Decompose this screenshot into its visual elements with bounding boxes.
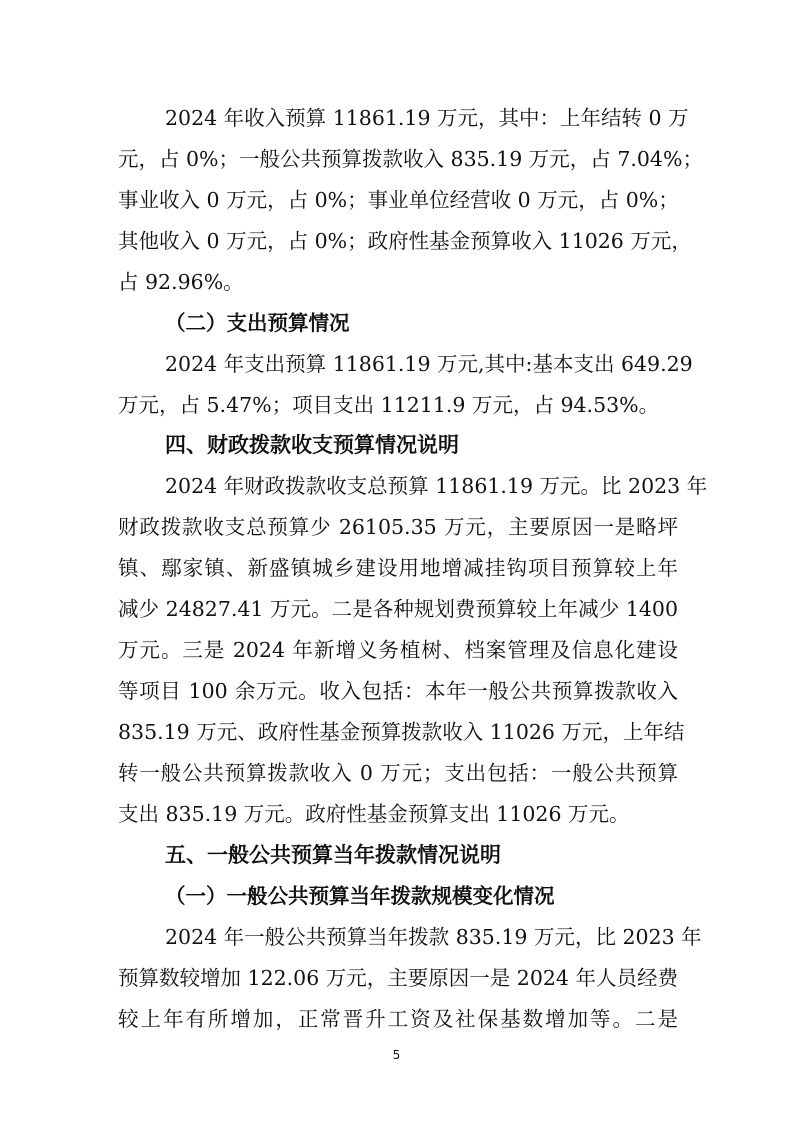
paragraph-line: 占 92.96%。 (118, 270, 244, 294)
paragraph-line: 万元。三是 2024 年新增义务植树、档案管理及信息化建设 (118, 638, 678, 662)
section-heading: 五、一般公共预算当年拨款情况说明 (165, 843, 501, 867)
paragraph-line: 减少 24827.41 万元。二是各种规划费预算较上年减少 1400 (118, 597, 678, 621)
paragraph-line: 其他收入 0 万元，占 0%；政府性基金预算收入 11026 万元， (118, 229, 692, 253)
section-subheading: （一）一般公共预算当年拨款规模变化情况 (165, 884, 555, 908)
paragraph-line: 元，占 0%；一般公共预算拨款收入 835.19 万元，占 7.04%； (118, 147, 703, 171)
paragraph-line: 835.19 万元、政府性基金预算拨款收入 11026 万元，上年结 (118, 720, 685, 744)
paragraph-line: 2024 年财政拨款收支总预算 11861.19 万元。比 2023 年 (165, 474, 708, 498)
paragraph-line: 财政拨款收支总预算少 26105.35 万元，主要原因一是略坪 (118, 515, 678, 539)
paragraph-line: 镇、鄢家镇、新盛镇城乡建设用地增减挂钩项目预算较上年 (118, 556, 678, 580)
section-heading: 四、财政拨款收支预算情况说明 (165, 433, 459, 457)
page-number: 5 (392, 1048, 401, 1062)
paragraph-line: 2024 年收入预算 11861.19 万元，其中：上年结转 0 万 (165, 106, 689, 130)
paragraph-line: 预算数较增加 122.06 万元，主要原因一是 2024 年人员经费 (118, 966, 678, 990)
paragraph-line: 转一般公共预算拨款收入 0 万元；支出包括：一般公共预算 (118, 761, 678, 785)
paragraph-line: 2024 年一般公共预算当年拨款 835.19 万元，比 2023 年 (165, 925, 702, 949)
paragraph-line: 事业收入 0 万元，占 0%；事业单位经营收 0 万元，占 0%； (118, 188, 679, 212)
paragraph-line: 2024 年支出预算 11861.19 万元,其中:基本支出 649.29 (165, 352, 693, 376)
paragraph-line: 支出 835.19 万元。政府性基金预算支出 11026 万元。 (118, 802, 630, 826)
section-subheading: （二）支出预算情况 (165, 311, 350, 335)
paragraph-line: 等项目 100 余万元。收入包括：本年一般公共预算拨款收入 (118, 679, 678, 703)
paragraph-line: 较上年有所增加，正常晋升工资及社保基数增加等。二是 (118, 1007, 678, 1031)
paragraph-line: 万元，占 5.47%；项目支出 11211.9 万元，占 94.53%。 (118, 393, 660, 417)
